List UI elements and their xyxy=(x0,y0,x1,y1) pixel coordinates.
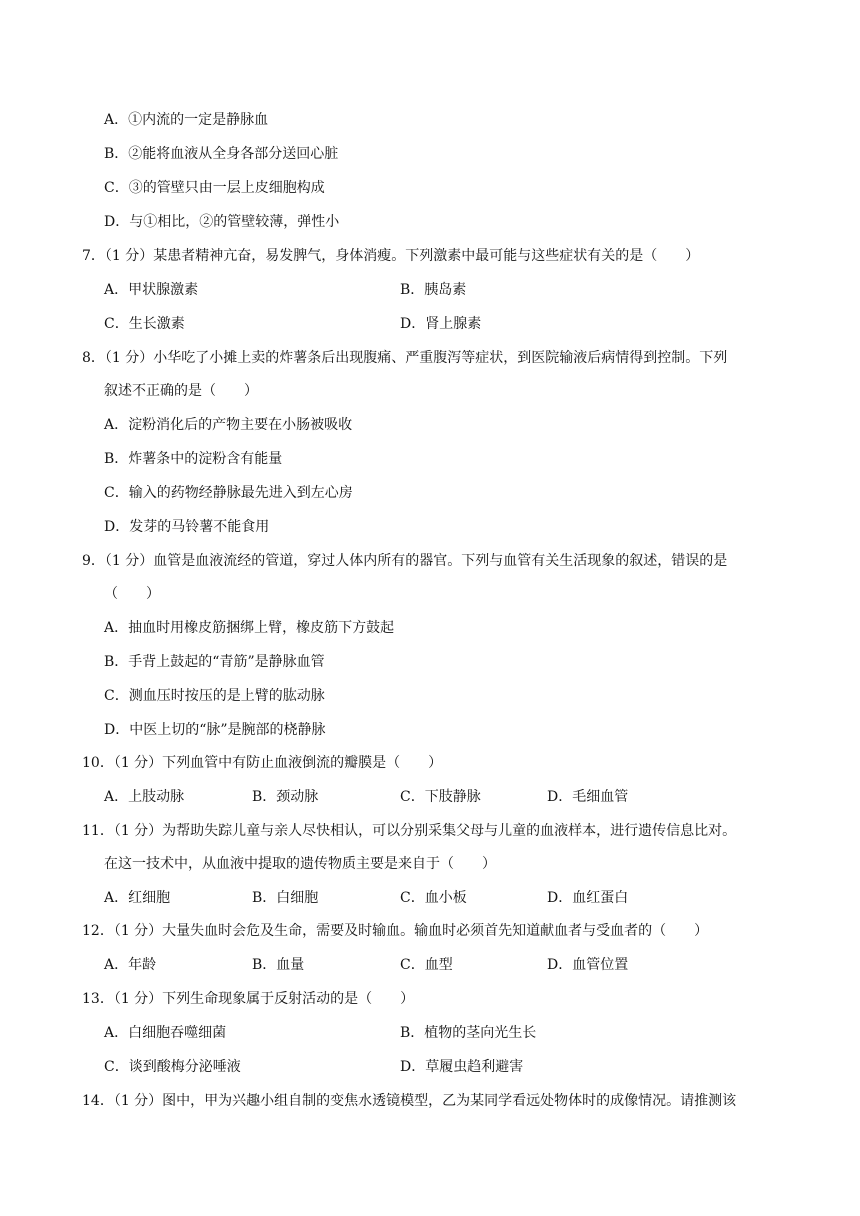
q13-option-b: B．植物的茎向光生长 xyxy=(400,1025,537,1041)
q7-stem: 7．（1 分）某患者精神亢奋，易发脾气，身体消瘦。下列激素中最可能与这些症状有关的是（ ） xyxy=(82,248,700,264)
q12-option-b: B．血量 xyxy=(252,957,305,973)
q6-option-d: D．与①相比，②的管壁较薄，弹性小 xyxy=(104,214,340,230)
q8-option-c: C．输入的药物经静脉最先进入到左心房 xyxy=(104,485,353,501)
q9-stem-line1: 9．（1 分）血管是血液流经的管道，穿过人体内所有的器官。下列与血管有关生活现象的叙述，错误的是 xyxy=(82,553,728,569)
q14-stem: 14．（1 分）图中，甲为兴趣小组自制的变焦水透镜模型，乙为某同学看远处物体时的成像情况。请推测该 xyxy=(82,1093,737,1109)
q11-stem-line1: 11．（1 分）为帮助失踪儿童与亲人尽快相认，可以分别采集父母与儿童的血液样本，进行遗传信息比对。 xyxy=(82,823,737,839)
q11-option-c: C．血小板 xyxy=(400,890,467,906)
q13-stem: 13．（1 分）下列生命现象属于反射活动的是（ ） xyxy=(82,991,415,1007)
q11-stem-line2: 在这一技术中，从血液中提取的遗传物质主要是来自于（ ） xyxy=(104,856,496,872)
q7-option-a: A．甲状腺激素 xyxy=(104,282,199,298)
q11-option-a: A．红细胞 xyxy=(104,890,171,906)
q7-option-d: D．肾上腺素 xyxy=(400,316,482,332)
q9-option-c: C．测血压时按压的是上臂的肱动脉 xyxy=(104,688,325,704)
q7-option-c: C．生长激素 xyxy=(104,316,185,332)
q12-option-c: C．血型 xyxy=(400,957,453,973)
q9-option-a: A．抽血时用橡皮筋捆绑上臂，橡皮筋下方鼓起 xyxy=(104,620,395,636)
q13-option-a: A．白细胞吞噬细菌 xyxy=(104,1025,227,1041)
q9-option-b: B．手背上鼓起的“青筋”是静脉血管 xyxy=(104,654,325,670)
q9-stem-line2: （ ） xyxy=(104,586,160,602)
q12-option-d: D．血管位置 xyxy=(547,957,629,973)
q13-option-c: C．谈到酸梅分泌唾液 xyxy=(104,1059,241,1075)
q10-option-b: B．颈动脉 xyxy=(252,789,319,805)
q8-option-a: A．淀粉消化后的产物主要在小肠被吸收 xyxy=(104,417,353,433)
q11-option-b: B．白细胞 xyxy=(252,890,319,906)
q10-stem: 10．（1 分）下列血管中有防止血液倒流的瓣膜是（ ） xyxy=(82,755,443,771)
q8-option-b: B．炸薯条中的淀粉含有能量 xyxy=(104,451,283,467)
q12-option-a: A．年龄 xyxy=(104,957,157,973)
q6-option-a: A．①内流的一定是静脉血 xyxy=(104,112,269,128)
q10-option-d: D．毛细血管 xyxy=(547,789,629,805)
q6-option-b: B．②能将血液从全身各部分送回心脏 xyxy=(104,146,339,162)
q13-option-d: D．草履虫趋利避害 xyxy=(400,1059,524,1075)
q7-option-b: B．胰岛素 xyxy=(400,282,467,298)
q8-stem-line1: 8．（1 分）小华吃了小摊上卖的炸薯条后出现腹痛、严重腹泻等症状，到医院输液后病情得到控制。下列 xyxy=(82,350,728,366)
q12-stem: 12．（1 分）大量失血时会危及生命，需要及时输血。输血时必须首先知道献血者与受血者的（ ） xyxy=(82,923,709,939)
q10-option-a: A．上肢动脉 xyxy=(104,789,185,805)
q8-stem-line2: 叙述不正确的是（ ） xyxy=(104,383,258,399)
q9-option-d: D．中医上切的“脉”是腕部的桡静脉 xyxy=(104,722,326,738)
q8-option-d: D．发芽的马铃薯不能食用 xyxy=(104,519,270,535)
q6-option-c: C．③的管壁只由一层上皮细胞构成 xyxy=(104,180,325,196)
q10-option-c: C．下肢静脉 xyxy=(400,789,481,805)
q11-option-d: D．血红蛋白 xyxy=(547,890,629,906)
